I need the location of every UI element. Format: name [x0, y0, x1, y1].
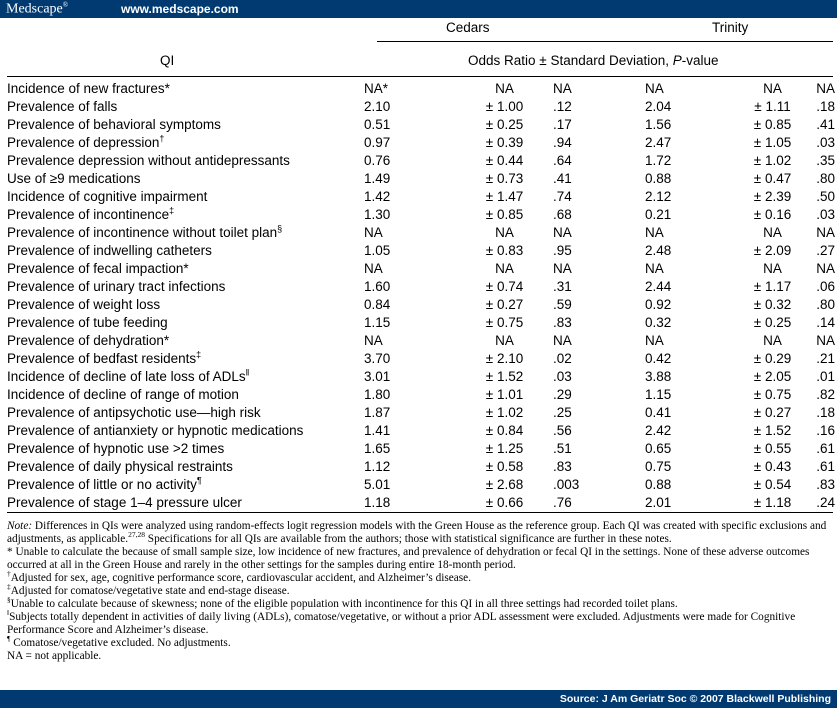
qi-label: Prevalence of urinary tract infections [7, 279, 226, 294]
trinity-p-value: .18 [816, 99, 835, 114]
cedars-p-value: .95 [553, 243, 572, 258]
cedars-p-value: .51 [553, 441, 572, 456]
trinity-p-value: .24 [816, 495, 835, 510]
qi-label: Incidence of new fractures [7, 81, 165, 96]
table-row [7, 116, 835, 134]
cedars-std-dev: ± 0.85 [485, 207, 524, 222]
cedars-odds-ratio: 0.84 [364, 297, 391, 312]
footnote-parallel: ‖Subjects totally dependent in activities of daily living (ADLs), comatose/vegetative, or without a prior ADL assessment were excluded. Adjustments were made for Cognitive Performance Score and Alzheimer’s disease. [7, 608, 796, 636]
cedars-p-value: .31 [553, 279, 572, 294]
footnote-pilcrow: ¶ Comatose/vegetative excluded. No adjustments. [7, 634, 231, 649]
cedars-std-dev: ± 1.00 [485, 99, 524, 114]
cedars-std-dev: ± 0.75 [485, 315, 524, 330]
cedars-std-dev: ± 1.52 [485, 369, 524, 384]
cedars-p-value: .02 [553, 351, 572, 366]
cedars-odds-ratio: 1.15 [364, 315, 391, 330]
trinity-odds-ratio: 2.04 [645, 99, 672, 114]
trinity-p-value: .21 [816, 351, 835, 366]
trinity-std-dev: ± 1.18 [753, 495, 792, 510]
trinity-std-dev: ± 0.43 [753, 459, 792, 474]
trinity-odds-ratio: 2.42 [645, 423, 672, 438]
qi-label: Prevalence of stage 1–4 pressure ulcer [7, 495, 242, 510]
qi-label: Prevalence of depression [7, 135, 160, 150]
trinity-p-value: .35 [816, 153, 835, 168]
cedars-std-dev: ± 0.66 [485, 495, 524, 510]
cedars-odds-ratio: 3.70 [364, 351, 391, 366]
trinity-p-value: .06 [816, 279, 835, 294]
trinity-p-value: .50 [816, 189, 835, 204]
cedars-p-value: .25 [553, 405, 572, 420]
trinity-std-dev: NA [763, 261, 782, 276]
footnote-marker: * [183, 261, 189, 276]
trinity-odds-ratio: NA [645, 81, 664, 96]
cedars-p-value: NA [553, 333, 572, 348]
qi-name [7, 476, 364, 494]
trinity-std-dev: ± 2.09 [753, 243, 792, 258]
table-row [7, 296, 835, 314]
medscape-logo[interactable]: Medscape® [6, 1, 69, 17]
footnote-dagger: †Adjusted for sex, age, cognitive performance score, cardiovascular accident, and Alzheimer’s disease. [7, 569, 472, 584]
cedars-odds-ratio: 1.30 [364, 207, 391, 222]
trinity-odds-ratio: 2.47 [645, 135, 672, 150]
cedars-p-value: .94 [553, 135, 572, 150]
qi-name [7, 152, 364, 170]
table-row [7, 206, 835, 224]
qi-label: Prevalence of fecal impaction [7, 261, 184, 276]
trinity-p-value: .03 [816, 135, 835, 150]
qi-name [7, 278, 364, 296]
table-row [7, 278, 835, 296]
cedars-p-value: .56 [553, 423, 572, 438]
qi-label: Prevalence of incontinence without toilet plan [7, 225, 278, 240]
cedars-odds-ratio: NA [364, 225, 383, 240]
qi-name [7, 224, 364, 242]
table-row [7, 404, 835, 422]
trinity-std-dev: ± 1.05 [753, 135, 792, 150]
trinity-odds-ratio: 1.72 [645, 153, 672, 168]
trinity-odds-ratio: 0.21 [645, 207, 672, 222]
qi-name [7, 296, 364, 314]
trinity-std-dev: NA [763, 333, 782, 348]
qi-label: Use of ≥9 medications [7, 171, 141, 186]
cedars-std-dev: ± 0.27 [485, 297, 524, 312]
cedars-std-dev: ± 0.39 [485, 135, 524, 150]
qi-label: Incidence of decline of late loss of ADLs [7, 369, 246, 384]
trinity-p-value: .14 [816, 315, 835, 330]
cedars-p-value: NA [553, 225, 572, 240]
trinity-std-dev: ± 0.47 [753, 171, 792, 186]
trinity-odds-ratio: 1.56 [645, 117, 672, 132]
cedars-p-value: .59 [553, 297, 572, 312]
table-row [7, 242, 835, 260]
footnote-marker: * [163, 333, 170, 348]
footnote-section: §Unable to calculate because of skewness; none of the eligible population with incontinence for this QI in all three settings had recorded toilet plans. [7, 595, 678, 610]
footnote-marker: † [159, 133, 165, 144]
qi-label: Prevalence of daily physical restraints [7, 459, 233, 474]
trinity-odds-ratio: 3.88 [645, 369, 672, 384]
table-row [7, 134, 835, 152]
header-underline [377, 41, 833, 42]
footnote-marker: ‡ [196, 349, 202, 360]
cedars-p-value: NA [553, 261, 572, 276]
cedars-std-dev: ± 0.73 [485, 171, 524, 186]
cedars-p-value: .17 [553, 117, 572, 132]
cedars-odds-ratio: 1.80 [364, 387, 391, 402]
qi-column-header: QI [160, 53, 175, 68]
footnote-star: * Unable to calculate the because of small sample size, low incidence of new fractures, and prevalence of dehydration or fecal QI in the settings. None of these adverse outcomes occurred at all in the Green House and rarely in the other settings for the samples during entire 18-month period. [7, 546, 810, 571]
trinity-std-dev: ± 0.29 [753, 351, 792, 366]
trinity-p-value: .80 [816, 297, 835, 312]
cedars-std-dev: NA [495, 225, 514, 240]
table-row [7, 332, 835, 350]
cedars-p-value: .41 [553, 171, 572, 186]
cedars-std-dev: ± 2.68 [485, 477, 524, 492]
cedars-p-value: .83 [553, 459, 572, 474]
table-row [7, 476, 835, 494]
cedars-odds-ratio: 2.10 [364, 99, 391, 114]
trinity-odds-ratio: NA [645, 333, 664, 348]
source-citation: Source: J Am Geriatr Soc © 2007 Blackwell Publishing [559, 693, 831, 705]
table-row [7, 494, 835, 512]
cedars-std-dev: ± 0.83 [485, 243, 524, 258]
qi-label: Prevalence of weight loss [7, 297, 161, 312]
footnote-marker: ¶ [196, 475, 202, 486]
cedars-p-value: .83 [553, 315, 572, 330]
trinity-p-value: .27 [816, 243, 835, 258]
trinity-std-dev: ± 0.32 [753, 297, 792, 312]
table-row [7, 422, 835, 440]
cedars-std-dev: ± 1.47 [485, 189, 524, 204]
cedars-odds-ratio: NA [364, 261, 383, 276]
footnote-marker: * [164, 81, 170, 96]
site-url-link[interactable]: www.medscape.com [121, 2, 239, 16]
cedars-odds-ratio: 0.97 [364, 135, 391, 150]
cedars-std-dev: ± 0.58 [485, 459, 524, 474]
qi-name [7, 386, 364, 404]
table-notes [7, 520, 833, 663]
qi-name [7, 134, 364, 152]
cedars-std-dev: ± 1.25 [485, 441, 524, 456]
trinity-odds-ratio: 1.15 [645, 387, 672, 402]
cedars-p-value: .12 [553, 99, 572, 114]
trinity-std-dev: ± 2.39 [753, 189, 792, 204]
qi-label: Prevalence of dehydration [7, 333, 164, 348]
cedars-odds-ratio: 1.18 [364, 495, 391, 510]
cedars-p-value: .64 [553, 153, 572, 168]
cedars-p-value: .76 [553, 495, 572, 510]
qi-name [7, 206, 364, 224]
trinity-odds-ratio: 0.41 [645, 405, 672, 420]
trinity-p-value: NA [816, 81, 835, 96]
cedars-odds-ratio: 1.05 [364, 243, 391, 258]
header-bar [0, 0, 837, 18]
trinity-p-value: .18 [816, 405, 835, 420]
qi-name [7, 98, 364, 116]
qi-name [7, 188, 364, 206]
trinity-p-value: .83 [816, 477, 835, 492]
cedars-odds-ratio: 1.87 [364, 405, 391, 420]
trinity-p-value: NA [816, 261, 835, 276]
qi-name [7, 116, 364, 134]
trinity-p-value: .80 [816, 171, 835, 186]
table-row [7, 152, 835, 170]
qi-label: Incidence of decline of range of motion [7, 387, 239, 402]
cedars-std-dev: NA [495, 333, 514, 348]
cedars-odds-ratio: 1.42 [364, 189, 391, 204]
qi-name [7, 368, 364, 386]
qi-label: Prevalence of antipsychotic use—high risk [7, 405, 261, 420]
cedars-odds-ratio: 3.01 [364, 369, 391, 384]
trinity-std-dev: ± 0.25 [753, 315, 792, 330]
cedars-std-dev: ± 1.01 [485, 387, 524, 402]
trinity-p-value: .16 [816, 423, 835, 438]
cedars-std-dev: ± 0.25 [485, 117, 524, 132]
trinity-std-dev: ± 0.54 [753, 477, 792, 492]
trinity-odds-ratio: 2.12 [645, 189, 672, 204]
table-bottom-rule [7, 512, 833, 513]
trinity-odds-ratio: NA [645, 261, 664, 276]
cedars-odds-ratio: 1.41 [364, 423, 391, 438]
cedars-odds-ratio: 1.12 [364, 459, 391, 474]
qi-label: Prevalence of tube feeding [7, 315, 168, 330]
trinity-std-dev: ± 1.52 [753, 423, 792, 438]
cedars-std-dev: ± 1.02 [485, 405, 524, 420]
table-row [7, 170, 835, 188]
table-row [7, 188, 835, 206]
qi-label: Prevalence of incontinence [7, 207, 170, 222]
qi-name [7, 80, 364, 98]
trinity-p-value: .61 [816, 459, 835, 474]
cedars-std-dev: ± 0.44 [485, 153, 524, 168]
trinity-std-dev: NA [763, 225, 782, 240]
qi-name [7, 242, 364, 260]
qi-label: Prevalence of indwelling catheters [7, 243, 212, 258]
cedars-p-value: .03 [553, 369, 572, 384]
statistic-subheader: Odds Ratio ± Standard Deviation, P-value [468, 53, 719, 68]
trinity-std-dev: ± 0.27 [753, 405, 792, 420]
table-row [7, 224, 835, 242]
table-row [7, 368, 835, 386]
table-top-rule [7, 76, 833, 77]
qi-table [7, 80, 835, 512]
table-row [7, 350, 835, 368]
trinity-odds-ratio: 2.01 [645, 495, 672, 510]
qi-name [7, 404, 364, 422]
qi-name [7, 170, 364, 188]
cedars-p-value: .003 [553, 477, 580, 492]
footnote-marker: ‖ [245, 367, 250, 378]
footer-bar [0, 690, 837, 708]
qi-name [7, 440, 364, 458]
cedars-p-value: .68 [553, 207, 572, 222]
footnote-double-dagger: ‡Adjusted for comatose/vegetative state and end-stage disease. [7, 582, 290, 597]
qi-name [7, 350, 364, 368]
qi-label: Prevalence depression without antidepressants [7, 153, 290, 168]
table-row [7, 260, 835, 278]
trinity-p-value: .82 [816, 387, 835, 402]
cedars-odds-ratio: 0.51 [364, 117, 391, 132]
trinity-odds-ratio: 0.65 [645, 441, 672, 456]
table-row [7, 80, 835, 98]
cedars-odds-ratio: 0.76 [364, 153, 391, 168]
cedars-std-dev: NA [495, 81, 514, 96]
qi-name [7, 314, 364, 332]
trinity-p-value: .03 [816, 207, 835, 222]
trinity-odds-ratio: 0.92 [645, 297, 672, 312]
qi-label: Prevalence of antianxiety or hypnotic medications [7, 423, 304, 438]
trinity-p-value: .41 [816, 117, 835, 132]
trinity-std-dev: NA [763, 81, 782, 96]
qi-name [7, 458, 364, 476]
trinity-std-dev: ± 1.02 [753, 153, 792, 168]
cedars-odds-ratio: 1.65 [364, 441, 391, 456]
qi-name [7, 422, 364, 440]
footnote-na: NA = not applicable. [7, 650, 102, 662]
cedars-p-value: NA [553, 81, 572, 96]
trinity-std-dev: ± 0.55 [753, 441, 792, 456]
qi-label: Prevalence of hypnotic use >2 times [7, 441, 225, 456]
cedars-std-dev: ± 0.84 [485, 423, 524, 438]
cedars-std-dev: ± 0.74 [485, 279, 524, 294]
trinity-std-dev: ± 0.75 [753, 387, 792, 402]
qi-name [7, 494, 364, 512]
trinity-odds-ratio: 0.88 [645, 171, 672, 186]
qi-name [7, 260, 364, 278]
trinity-p-value: .61 [816, 441, 835, 456]
cedars-p-value: .74 [553, 189, 572, 204]
table-row [7, 314, 835, 332]
trinity-odds-ratio: 0.42 [645, 351, 672, 366]
qi-name [7, 332, 364, 350]
trinity-odds-ratio: 0.75 [645, 459, 672, 474]
table-row [7, 98, 835, 116]
trinity-std-dev: ± 2.05 [753, 369, 792, 384]
footnote-marker: § [277, 223, 283, 234]
trinity-odds-ratio: 2.44 [645, 279, 672, 294]
qi-label: Incidence of cognitive impairment [7, 189, 208, 204]
trinity-p-value: .01 [816, 369, 835, 384]
table-row [7, 440, 835, 458]
trinity-odds-ratio: 0.88 [645, 477, 672, 492]
cedars-std-dev: ± 2.10 [485, 351, 524, 366]
trinity-odds-ratio: 0.32 [645, 315, 672, 330]
table-row [7, 386, 835, 404]
cedars-p-value: .29 [553, 387, 572, 402]
trinity-p-value: NA [816, 225, 835, 240]
trinity-std-dev: ± 0.16 [753, 207, 792, 222]
group-header-cedars: Cedars [446, 20, 490, 35]
qi-label: Prevalence of little or no activity [7, 477, 197, 492]
cedars-odds-ratio: NA* [364, 81, 389, 96]
cedars-odds-ratio: 1.49 [364, 171, 391, 186]
table-row [7, 458, 835, 476]
cedars-odds-ratio: NA [364, 333, 383, 348]
cedars-std-dev: NA [495, 261, 514, 276]
cedars-odds-ratio: 1.60 [364, 279, 391, 294]
footnote-marker: ‡ [169, 205, 175, 216]
trinity-odds-ratio: NA [645, 225, 664, 240]
trinity-odds-ratio: 2.48 [645, 243, 672, 258]
trinity-std-dev: ± 0.85 [753, 117, 792, 132]
group-header-trinity: Trinity [712, 20, 749, 35]
trinity-p-value: NA [816, 333, 835, 348]
trinity-std-dev: ± 1.17 [753, 279, 792, 294]
qi-label: Prevalence of falls [7, 99, 118, 114]
trinity-std-dev: ± 1.11 [754, 99, 791, 114]
cedars-odds-ratio: 5.01 [364, 477, 391, 492]
qi-label: Prevalence of bedfast residents [7, 351, 197, 366]
qi-label: Prevalence of behavioral symptoms [7, 117, 221, 132]
note-general: Note: Differences in QIs were analyzed using random-effects logit regression models with the Green House as the reference group. Each QI was created with specific exclusions and adjustments, as applicable.$^{27,28}$ Specifications for all QIs are available from the authors; those with statistical significance are further in these notes. [7, 520, 827, 545]
